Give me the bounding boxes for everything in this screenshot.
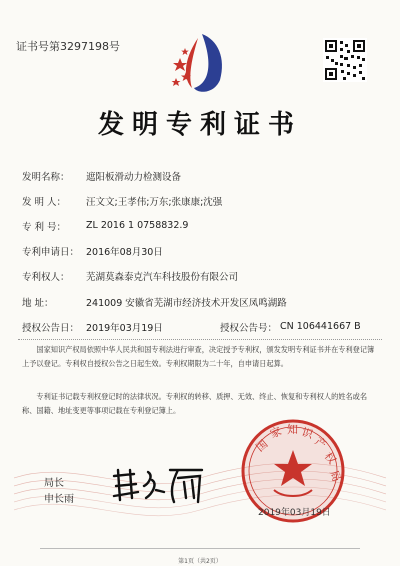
field-row-address	[22, 289, 382, 314]
svg-text:产: 产	[312, 434, 329, 452]
svg-text:局: 局	[327, 468, 344, 484]
field-value: 芜湖莫森泰克汽车科技股份有限公司	[86, 272, 239, 284]
field-value: ZL 2016 1 0758832.9	[86, 220, 189, 232]
patent-office-logo	[168, 28, 232, 98]
paragraph-legal-status: 专利证书记载专利权登记时的法律状况。专利权的转移、质押、无效、终止、恢复和专利权人的姓名或名称、国籍、地址变更等事项记载在专利登记簿上。	[22, 392, 368, 415]
paragraph-grant-statement: 国家知识产权局依照中华人民共和国专利法进行审查，决定授予专利权，颁发发明专利证书并在专利登记簿上予以登记。专利权自授权公告之日起生效。专利权期限为二十年，自申请日起算。	[22, 345, 375, 368]
field-row-patentee	[22, 264, 382, 289]
seal-date: 2019年03月19日	[258, 508, 331, 518]
field-value: 遮阳板滑动力检测设备	[86, 171, 182, 183]
divider	[18, 339, 382, 340]
field-label: 专利申请日：	[22, 247, 80, 259]
field-label: 地 址：	[22, 297, 54, 309]
field-label-grant-number: 授权公告号：	[220, 322, 278, 334]
svg-text:国: 国	[253, 437, 271, 455]
field-label: 发 明 人：	[22, 196, 67, 208]
svg-text:家: 家	[268, 424, 284, 441]
field-row-inventors	[22, 188, 382, 213]
field-value: 汪文文;王孝伟;万东;张康康;沈强	[86, 196, 223, 208]
page-footer: 第1页（共2页）	[178, 558, 222, 565]
svg-text:知: 知	[287, 423, 298, 436]
qr-code	[323, 38, 367, 82]
field-value: 241009 安徽省芜湖市经济技术开发区凤鸣湖路	[86, 297, 287, 309]
svg-text:识: 识	[300, 425, 315, 442]
footer-divider	[40, 548, 360, 549]
svg-text:权: 权	[321, 449, 339, 467]
field-row-application-date	[22, 239, 382, 264]
field-value: 2016年08月30日	[86, 247, 163, 259]
field-row-grant-date	[22, 314, 382, 339]
document-title: 发明专利证书	[97, 110, 302, 140]
field-row-patent-number	[22, 213, 382, 238]
director-signature	[108, 462, 208, 508]
field-label: 专利权人：	[22, 272, 70, 284]
certificate-fields	[22, 163, 382, 339]
director-name: 申长雨	[44, 494, 74, 505]
director-title: 局长	[44, 478, 64, 489]
field-value: 2019年03月19日	[86, 322, 163, 334]
field-label: 发明名称：	[22, 171, 70, 183]
field-value-grant-number: CN 106441667 B	[280, 321, 361, 333]
certificate-number: 证书号第3297198号	[16, 40, 120, 53]
field-row-invention-name	[22, 163, 382, 188]
field-label: 授权公告日：	[22, 322, 80, 334]
field-label: 专 利 号：	[22, 221, 67, 233]
